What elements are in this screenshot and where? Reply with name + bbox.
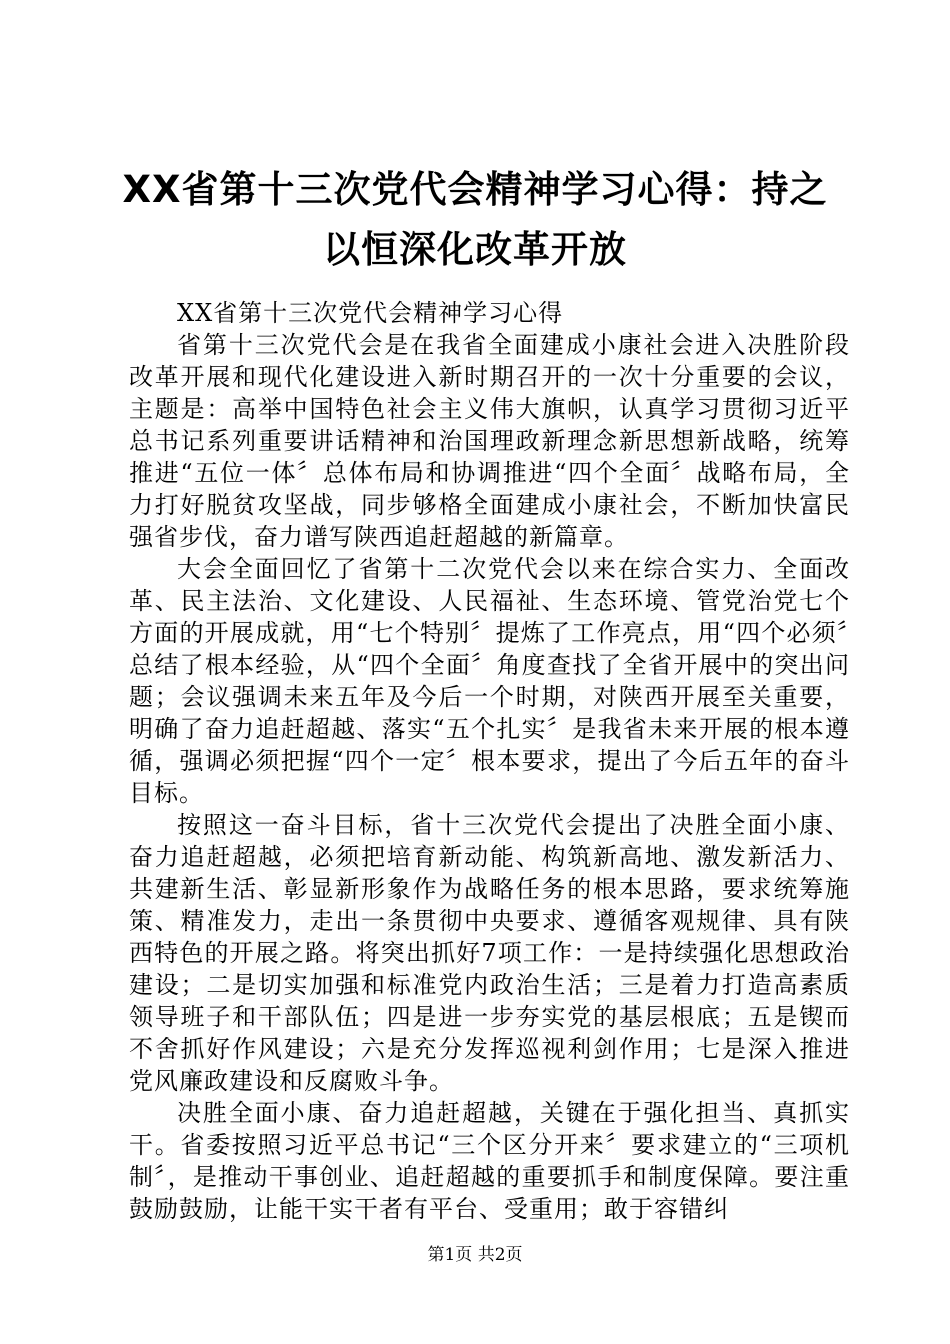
paragraph: 按照这一奋斗目标，省十三次党代会提出了决胜全面小康、奋力追赶超越，必须把培育新动能、构筑新高地、激发新活力、共建新生活、彰显新形象作为战略任务的根本思路，要求统筹施策、精准发力，走出一条贯彻中央要求、遵循客观规律、具有陕西特色的开展之路。将突出抓好7项工作：一是持续强化思想政治建设；二是切实加强和标准党内政治生活；三是着力打造高素质领导班子和干部队伍；四是进一步夯实党的基层根底；五是锲而不舍抓好作风建设；六是充分发挥巡视利剑作用；七是深入推进党风廉政建设和反腐败斗争。: [129, 811, 850, 1095]
paragraph: 大会全面回忆了省第十二次党代会以来在综合实力、全面改革、民主法治、文化建设、人民福祉、生态环境、管党治党七个方面的开展成就，用“七个特别〞提炼了工作亮点，用“四个必须〞总结了根本经验，从“四个全面〞角度查找了全省开展中的突出问题；会议强调未来五年及今后一个时期，对陕西开展至关重要，明确了奋力追赶超越、落实“五个扎实〞是我省未来开展的根本遵循，强调必须把握“四个一定〞根本要求，提出了今后五年的奋斗目标。: [129, 555, 850, 807]
paragraph-subtitle: XX省第十三次党代会精神学习心得: [177, 299, 564, 327]
document-title: XX省第十三次党代会精神学习心得：持之以恒深化改革开放: [122, 168, 828, 271]
paragraph: 省第十三次党代会是在我省全面建成小康社会进入决胜阶段改革开展和现代化建设进入新时期召开的一次十分重要的会议，主题是：高举中国特色社会主义伟大旗帜，认真学习贯彻习近平总书记系列重要讲话精神和治国理政新理念新思想新战略，统筹推进“五位一体〞总体布局和协调推进“四个全面〞战略布局，全力打好脱贫攻坚战，同步够格全面建成小康社会，不断加快富民强省步伐，奋力谱写陕西追赶超越的新篇章。: [129, 331, 850, 551]
document-body: [129, 297, 850, 1225]
page-number-footer: 第1页 共2页: [427, 1245, 523, 1265]
paragraph: 决胜全面小康、奋力追赶超越，关键在于强化担当、真抓实干。省委按照习近平总书记“三个区分开来〞要求建立的“三项机制〞，是推动干事创业、追赶超越的重要抓手和制度保障。要注重鼓励鼓励，让能干实干者有平台、受重用；敢于容错纠: [129, 1099, 850, 1223]
